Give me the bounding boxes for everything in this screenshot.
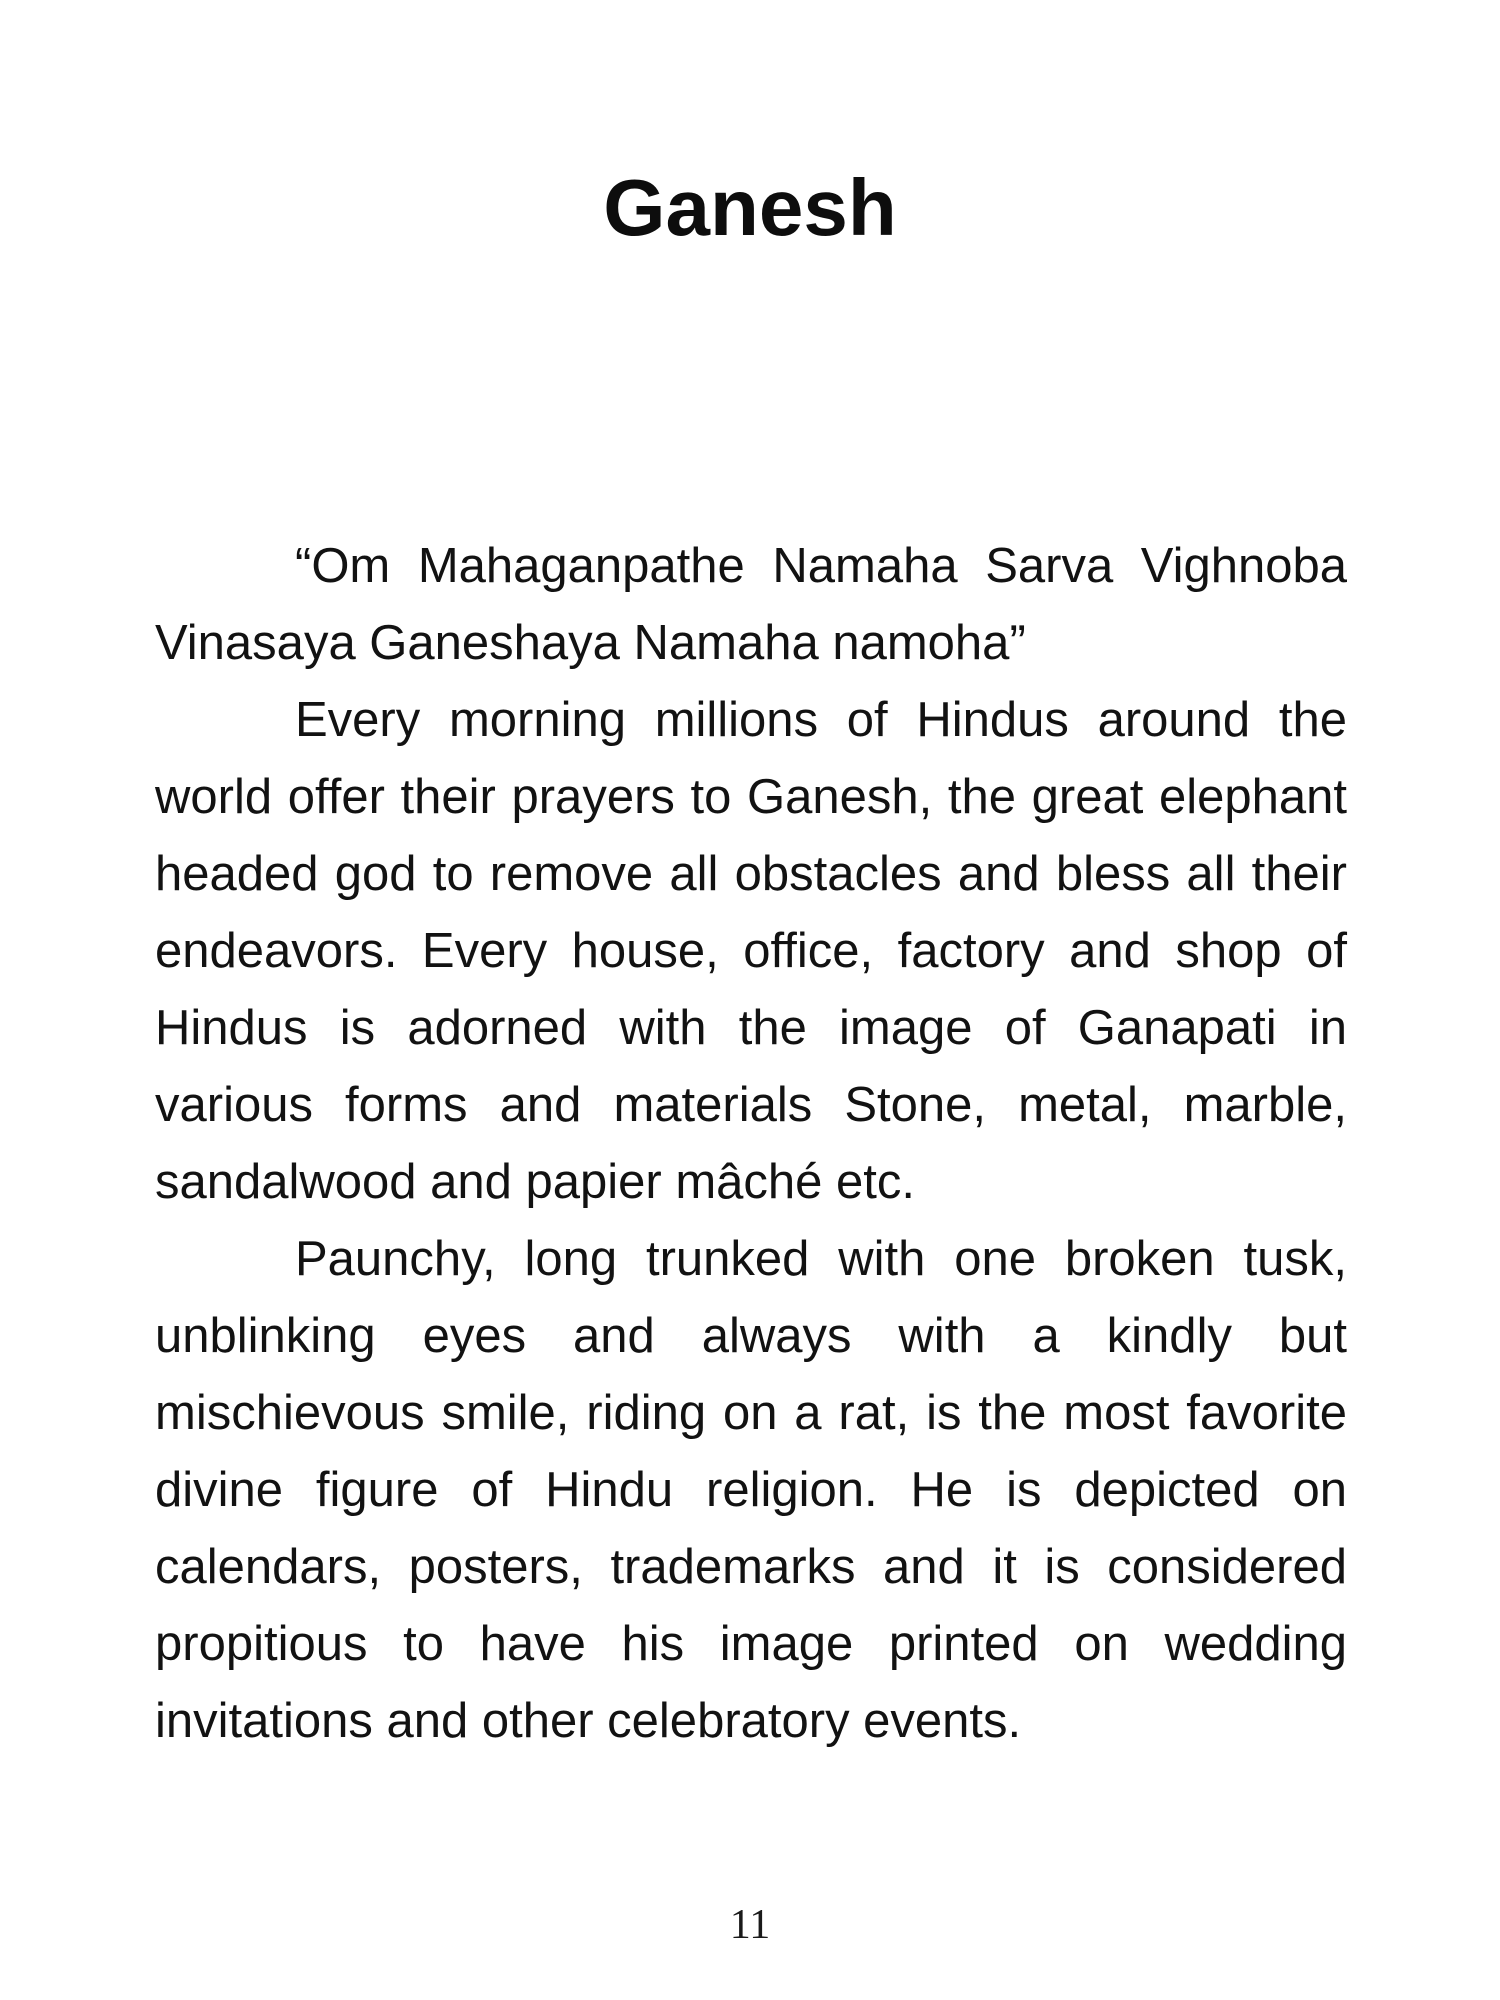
page-number: 11 [729, 1902, 771, 1948]
paragraph-description: Paunchy, long trunked with one broken tusk, unblinking eyes and always with a kindly but mischievous smile, riding on a rat, is the most favorite divine figure of Hindu religion. He is depicted on calendars, posters, trademarks and it is considered propitious to have his image printed on wedding invitations and other celebratory events. [155, 1232, 1347, 1748]
page-title: Ganesh [603, 163, 897, 252]
paragraph-worship: Every morning millions of Hindus around the world offer their prayers to Ganesh, the great elephant headed god to remove all obstacles and bless all their endeavors. Every house, office, factory and shop of Hindus is adorned with the image of Ganapati in various forms and materials Stone, metal, marble, sandalwood and papier mâché etc. [155, 693, 1347, 1209]
body-text [155, 528, 1347, 1760]
paragraph-mantra: “Om Mahaganpathe Namaha Sarva Vighnoba Vinasaya Ganeshaya Namaha namoha” [155, 539, 1347, 670]
